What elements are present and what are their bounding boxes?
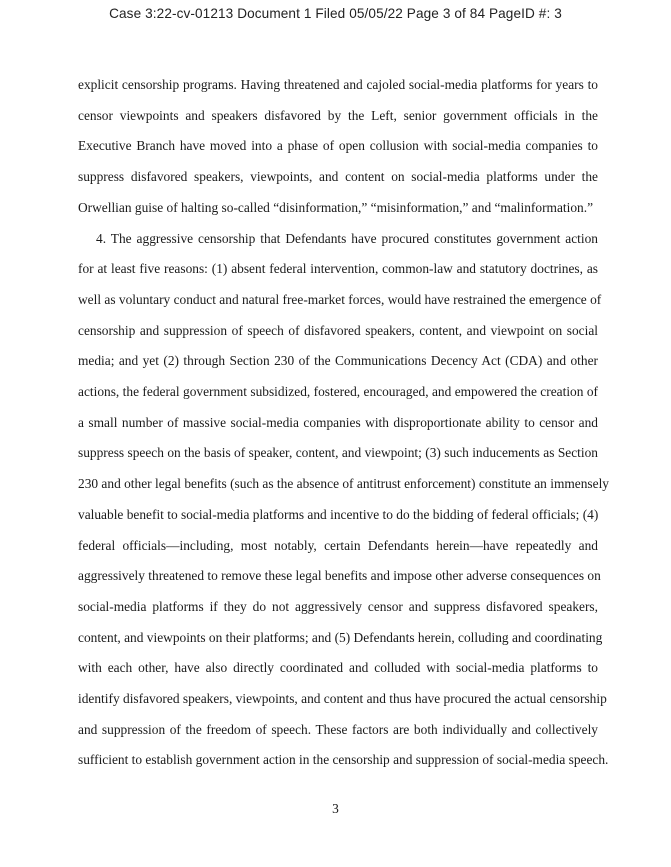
paragraph-4 <box>78 224 609 777</box>
text-line: well as voluntary conduct and natural free-market forces, would have restrained the emergence of <box>78 291 602 307</box>
text-line: sufficient to establish government action in the censorship and suppression of social-media speech. <box>78 752 609 768</box>
text-line: 230 and other legal benefits (such as the absence of antitrust enforcement) constitute an immensely <box>78 476 609 492</box>
text-line: identify disfavored speakers, viewpoints, and content and thus have procured the actual censorship <box>78 691 607 707</box>
text-line: with each other, have also directly coordinated and colluded with social-media platforms to <box>78 660 598 676</box>
text-line: 4. The aggressive censorship that Defendants have procured constitutes government action <box>96 230 598 246</box>
text-line: federal officials—including, most notably, certain Defendants herein—have repeatedly and <box>78 537 598 553</box>
case-header: Case 3:22-cv-01213 Document 1 Filed 05/05/22 Page 3 of 84 PageID #: 3 <box>109 6 562 21</box>
text-line: actions, the federal government subsidized, fostered, encouraged, and empowered the creation of <box>78 384 598 400</box>
text-line: content, and viewpoints on their platforms; and (5) Defendants herein, colluding and coordinating <box>78 629 603 645</box>
text-line: suppress disfavored speakers, viewpoints, and content on social-media platforms under the <box>78 169 598 185</box>
text-line: explicit censorship programs. Having threatened and cajoled social-media platforms for years to <box>78 77 598 92</box>
text-line: aggressively threatened to remove these legal benefits and impose other adverse consequences on <box>78 568 601 584</box>
text-line: valuable benefit to social-media platforms and incentive to do the bidding of federal officials; (4) <box>78 506 599 522</box>
text-line: Executive Branch have moved into a phase of open collusion with social-media companies to <box>78 138 598 154</box>
text-line: a small number of massive social-media companies with disproportionate ability to censor and <box>78 414 598 430</box>
text-line: social-media platforms if they do not aggressively censor and suppress disfavored speakers, <box>78 598 598 614</box>
text-line: media; and yet (2) through Section 230 of the Communications Decency Act (CDA) and other <box>78 353 598 369</box>
document-body <box>78 70 609 776</box>
paragraph-continuation <box>78 70 598 224</box>
text-line: suppress speech on the basis of speaker, content, and viewpoint; (3) such inducements as Section <box>78 445 598 461</box>
text-line: and suppression of the freedom of speech. These factors are both individually and collectively <box>78 721 598 737</box>
text-line: for at least five reasons: (1) absent federal intervention, common-law and statutory doctrines, as <box>78 261 598 277</box>
text-line: censorship and suppression of speech of disfavored speakers, content, and viewpoint on social <box>78 322 598 338</box>
page-number: 3 <box>332 801 339 816</box>
text-line: censor viewpoints and speakers disfavored by the Left, senior government officials in the <box>78 107 598 123</box>
text-line: Orwellian guise of halting so-called “disinformation,” “misinformation,” and “malinformation.” <box>78 199 594 215</box>
